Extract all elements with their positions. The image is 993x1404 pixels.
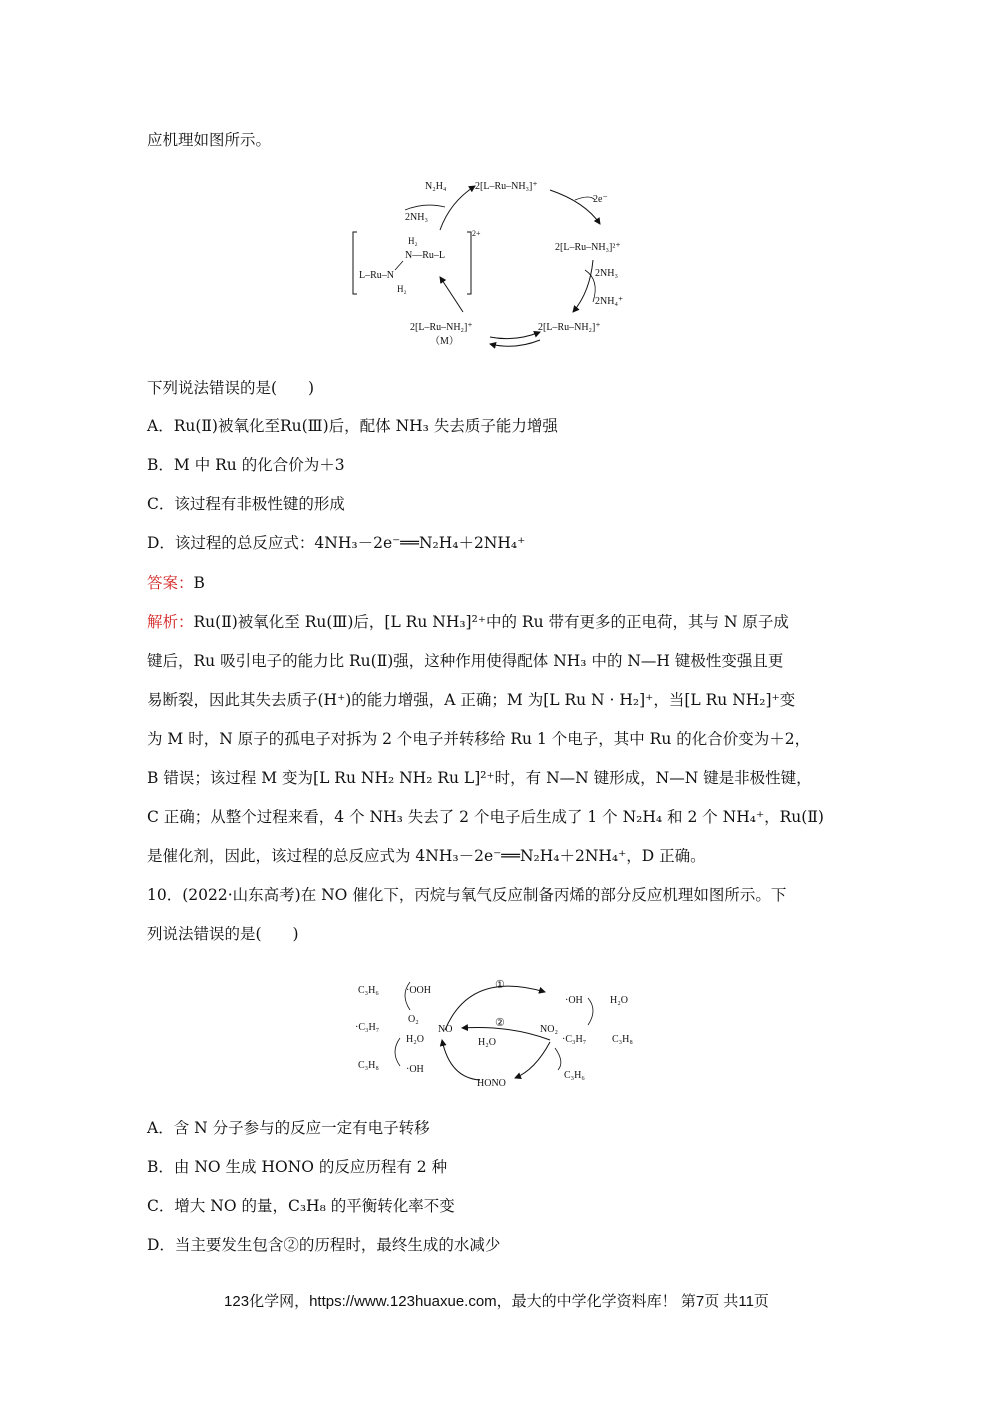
arrow-bottom-forward bbox=[490, 332, 540, 339]
two-nh3-right-label: 2NH₃ bbox=[595, 268, 618, 279]
arrow-complex-to-top bbox=[440, 186, 475, 230]
q10-option-d: D．当主要发生包含②的历程时，最终生成的水减少 bbox=[147, 1236, 501, 1254]
no-catalysis-diagram bbox=[350, 970, 650, 1090]
no2-label: NO₂ bbox=[540, 1024, 558, 1035]
pathway-1-label: ① bbox=[495, 979, 505, 991]
c3h8-left: C₃H₈ bbox=[358, 1060, 379, 1071]
arrow-bottom-back bbox=[490, 340, 540, 346]
analysis-line-4: 为 M 时，N 原子的孤电子对拆为 2 个电子并转移给 Ru 1 个电子，其中 Ru 的化合价变为＋2， bbox=[147, 730, 811, 748]
h2o-right: H₂O bbox=[610, 995, 628, 1006]
complex-charge: 2+ bbox=[472, 229, 481, 238]
ru-catalytic-cycle-diagram bbox=[345, 172, 645, 352]
c3h6-top-left: C₃H₆ bbox=[358, 985, 379, 996]
analysis-line-6: C 正确；从整个过程来看，4 个 NH₃ 失去了 2 个电子后生成了 1 个 N₂H₄ 和 2 个 NH₄⁺，Ru(Ⅱ) bbox=[147, 808, 824, 826]
arrow-left-up bbox=[440, 277, 463, 312]
right-complex-label: 2[L–Ru–NH₃]²⁺ bbox=[555, 242, 621, 253]
c3h8-right: C₃H₈ bbox=[612, 1034, 633, 1045]
answer-label: 答案： bbox=[147, 574, 194, 592]
page-footer: 123化学网，https://www.123huaxue.com，最大的中学化学资料库！ 第7页 共11页 bbox=[224, 1293, 769, 1310]
h2o-mid: H₂O bbox=[478, 1037, 496, 1048]
arrow-no2-hono bbox=[515, 1042, 550, 1078]
pathway-2-label: ② bbox=[495, 1017, 505, 1029]
complex-h2-top: H₂ bbox=[408, 236, 418, 246]
q9-stem: 下列说法错误的是( ) bbox=[147, 379, 315, 397]
oh-right: ·OH bbox=[565, 995, 583, 1006]
two-electron-label: 2e⁻ bbox=[593, 194, 608, 205]
q10-stem-line1: 10．(2022·山东高考)在 NO 催化下，丙烷与氧气反应制备丙烯的部分反应机理如图所示。下 bbox=[147, 886, 787, 904]
complex-row1: N—Ru–L bbox=[405, 250, 445, 261]
arrow-hono-no bbox=[442, 1040, 480, 1080]
q9-option-c: C．该过程有非极性键的形成 bbox=[147, 495, 345, 513]
no-label: NO bbox=[438, 1024, 453, 1035]
q9-answer bbox=[147, 573, 205, 593]
c3h6-bottom: C₃H₆ bbox=[564, 1070, 585, 1081]
hono-label: HONO bbox=[477, 1078, 506, 1089]
analysis-text: Ru(Ⅱ)被氧化至 Ru(Ⅲ)后，[L Ru NH₃]²⁺中的 Ru 带有更多的正电荷，其与 N 原子成 bbox=[193, 613, 789, 631]
analysis-line-3: 易断裂，因此其失去质子(H⁺)的能力增强，A 正确；M 为[L Ru N · H₂]⁺，当[L Ru NH₂]⁺变 bbox=[147, 691, 796, 709]
q10-option-b: B．由 NO 生成 HONO 的反应历程有 2 种 bbox=[147, 1158, 448, 1176]
q10-option-a: A．含 N 分子参与的反应一定有电子转移 bbox=[147, 1119, 430, 1137]
bottom-right-complex-label: 2[L–Ru–NH₂]⁺ bbox=[538, 322, 601, 333]
q9-option-b: B．M 中 Ru 的化合价为＋3 bbox=[147, 456, 345, 474]
two-nh3-left-label: 2NH₃ bbox=[405, 212, 428, 223]
n2h4-label: N₂H₄ bbox=[425, 181, 447, 192]
answer-value: B bbox=[193, 574, 205, 592]
oh-left: ·OH bbox=[406, 1064, 424, 1075]
arrow-2 bbox=[462, 1028, 550, 1041]
top-complex-label: 2[L–Ru–NH₃]⁺ bbox=[475, 181, 538, 192]
o2-label: O₂ bbox=[408, 1014, 419, 1025]
arrow-right-down bbox=[573, 260, 593, 312]
bottom-left-complex-label: 2[L–Ru–NH₂]⁺ bbox=[410, 322, 473, 333]
ooh-label: ·OOH bbox=[406, 985, 431, 996]
analysis-line-2: 键后，Ru 吸引电子的能力比 Ru(Ⅱ)强，这种作用使得配体 NH₃ 中的 N—H 键极性变强且更 bbox=[147, 652, 784, 670]
two-nh4-label: 2NH₄⁺ bbox=[595, 296, 624, 307]
complex-h2-bottom: H₂ bbox=[397, 284, 407, 294]
m-label: （M） bbox=[430, 336, 459, 347]
q9-option-d: D．该过程的总反应式：4NH₃－2e⁻══N₂H₄＋2NH₄⁺ bbox=[147, 534, 526, 552]
c3h7-right: ·C₃H₇ bbox=[562, 1034, 587, 1045]
h2o-left: H₂O bbox=[406, 1034, 424, 1045]
complex-row2: L–Ru–N bbox=[359, 270, 394, 281]
analysis-label: 解析： bbox=[147, 613, 194, 631]
c3h7-left: ·C₃H₇ bbox=[355, 1022, 380, 1033]
analysis-line-1 bbox=[147, 612, 789, 632]
q10-option-c: C．增大 NO 的量，C₃H₈ 的平衡转化率不变 bbox=[147, 1197, 455, 1215]
analysis-line-7: 是催化剂，因此，该过程的总反应式为 4NH₃－2e⁻══N₂H₄＋2NH₄⁺，D 正确。 bbox=[147, 847, 706, 865]
intro-text: 应机理如图所示。 bbox=[147, 131, 272, 149]
q9-option-a: A．Ru(Ⅱ)被氧化至Ru(Ⅲ)后，配体 NH₃ 失去质子能力增强 bbox=[147, 417, 558, 435]
analysis-line-5: B 错误；该过程 M 变为[L Ru NH₂ NH₂ Ru L]²⁺时，有 N—N 键形成，N—N 键是非极性键， bbox=[147, 769, 812, 787]
q10-stem-line2: 列说法错误的是( ) bbox=[147, 925, 299, 943]
